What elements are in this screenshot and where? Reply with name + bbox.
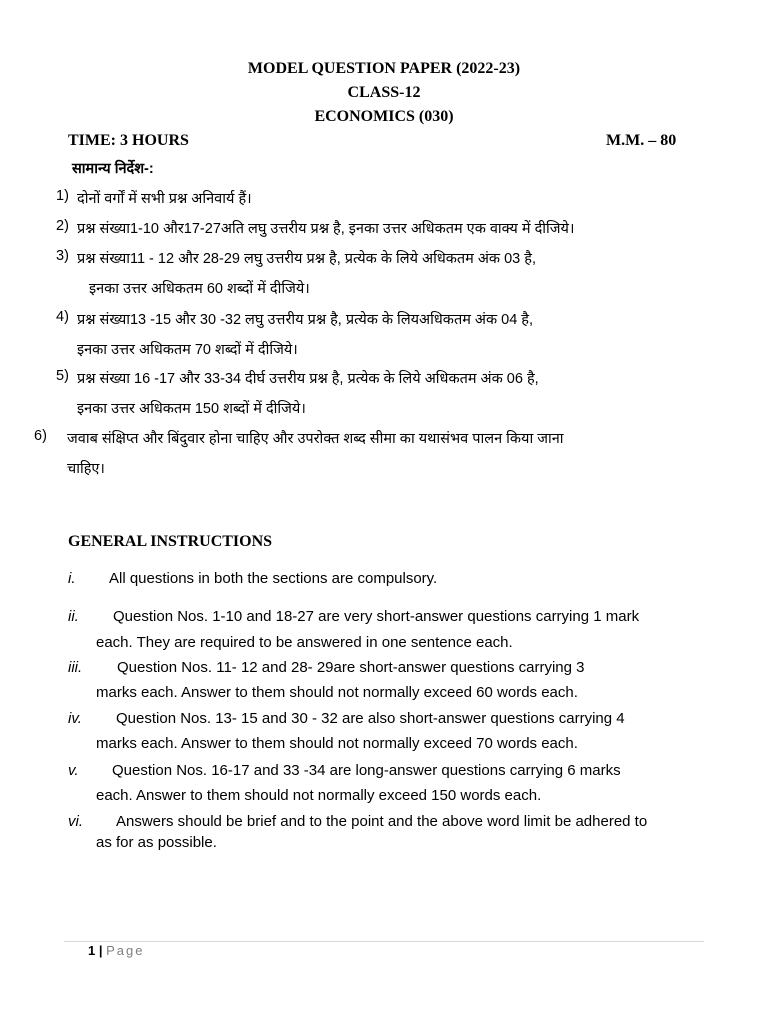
- hindi-item-text-continued: इनका उत्तर अधिकतम 60 शब्दों में दीजिये।: [89, 281, 310, 297]
- instruction-text: Question Nos. 16-17 and 33 -34 are long-answer questions carrying 6 marks: [112, 762, 621, 779]
- hindi-item-text-continued: इनका उत्तर अधिकतम 150 शब्दों में दीजिये।: [77, 401, 306, 417]
- instruction-text-continued: each. They are required to be answered in one sentence each.: [96, 634, 513, 651]
- class-title: CLASS-12: [347, 84, 421, 101]
- hindi-item-number: 1): [56, 188, 69, 204]
- page-footer: [88, 943, 145, 958]
- hindi-item-number: 6): [34, 428, 47, 444]
- hindi-item-text: प्रश्न संख्या13 -15 और 30 -32 लघु उत्तरीय प्रश्न है, प्रत्येक के लियअधिकतम अंक 04 है,: [77, 312, 534, 328]
- hindi-item-number: 4): [56, 309, 69, 325]
- subject-title: ECONOMICS (030): [314, 108, 454, 125]
- instruction-text-continued: marks each. Answer to them should not normally exceed 70 words each.: [96, 735, 578, 752]
- hindi-item-number: 3): [56, 248, 69, 264]
- footer-separator: |: [98, 943, 103, 958]
- hindi-item-number: 2): [56, 218, 69, 234]
- hindi-item-text-continued: चाहिए।: [67, 461, 105, 477]
- page-number: 1: [88, 943, 96, 958]
- instruction-text-continued: each. Answer to them should not normally exceed 150 words each.: [96, 787, 542, 804]
- hindi-item-text-continued: इनका उत्तर अधिकतम 70 शब्दों में दीजिये।: [77, 342, 298, 358]
- max-marks-label: M.M. – 80: [606, 132, 677, 149]
- hindi-item-text: प्रश्न संख्या 16 -17 और 33-34 दीर्घ उत्तरीय प्रश्न है, प्रत्येक के लिये अधिकतम अंक 06 है,: [77, 371, 539, 387]
- hindi-item-text: दोनों वर्गों में सभी प्रश्न अनिवार्य हैं।: [77, 191, 252, 207]
- footer-divider: [64, 941, 704, 942]
- instruction-numeral: i.: [68, 570, 76, 587]
- paper-title: MODEL QUESTION PAPER (2022-23): [247, 60, 521, 77]
- instruction-text: Question Nos. 1-10 and 18-27 are very short-answer questions carrying 1 mark: [113, 608, 640, 625]
- instruction-numeral: iii.: [68, 659, 83, 676]
- hindi-instructions-heading: सामान्य निर्देश-:: [72, 161, 154, 177]
- instruction-text-continued: marks each. Answer to them should not normally exceed 60 words each.: [96, 684, 578, 701]
- instruction-text-continued: as for as possible.: [96, 834, 217, 851]
- time-label: TIME: 3 HOURS: [68, 132, 189, 149]
- instruction-text: Question Nos. 13- 15 and 30 - 32 are also short-answer questions carrying 4: [116, 710, 625, 727]
- hindi-item-text: जवाब संक्षिप्त और बिंदुवार होना चाहिए और उपरोक्त शब्द सीमा का यथासंभव पालन किया जाना: [67, 431, 564, 447]
- instruction-text: All questions in both the sections are compulsory.: [109, 570, 438, 587]
- general-instructions-heading: GENERAL INSTRUCTIONS: [68, 533, 273, 550]
- instruction-numeral: iv.: [68, 710, 82, 727]
- instruction-text: Question Nos. 11- 12 and 28- 29are short-answer questions carrying 3: [117, 659, 585, 676]
- instruction-numeral: vi.: [68, 813, 83, 830]
- instruction-text: Answers should be brief and to the point and the above word limit be adhered to: [116, 813, 648, 830]
- hindi-item-text: प्रश्न संख्या11 - 12 और 28-29 लघु उत्तरीय प्रश्न है, प्रत्येक के लिये अधिकतम अंक 03 है,: [77, 251, 536, 267]
- instruction-numeral: ii.: [68, 608, 79, 625]
- instruction-numeral: v.: [68, 762, 79, 779]
- hindi-item-number: 5): [56, 368, 69, 384]
- page-label: Page: [106, 943, 145, 958]
- hindi-item-text: प्रश्न संख्या1-10 और17-27अति लघु उत्तरीय प्रश्न है, इनका उत्तर अधिकतम एक वाक्य में दीजिये।: [77, 221, 575, 237]
